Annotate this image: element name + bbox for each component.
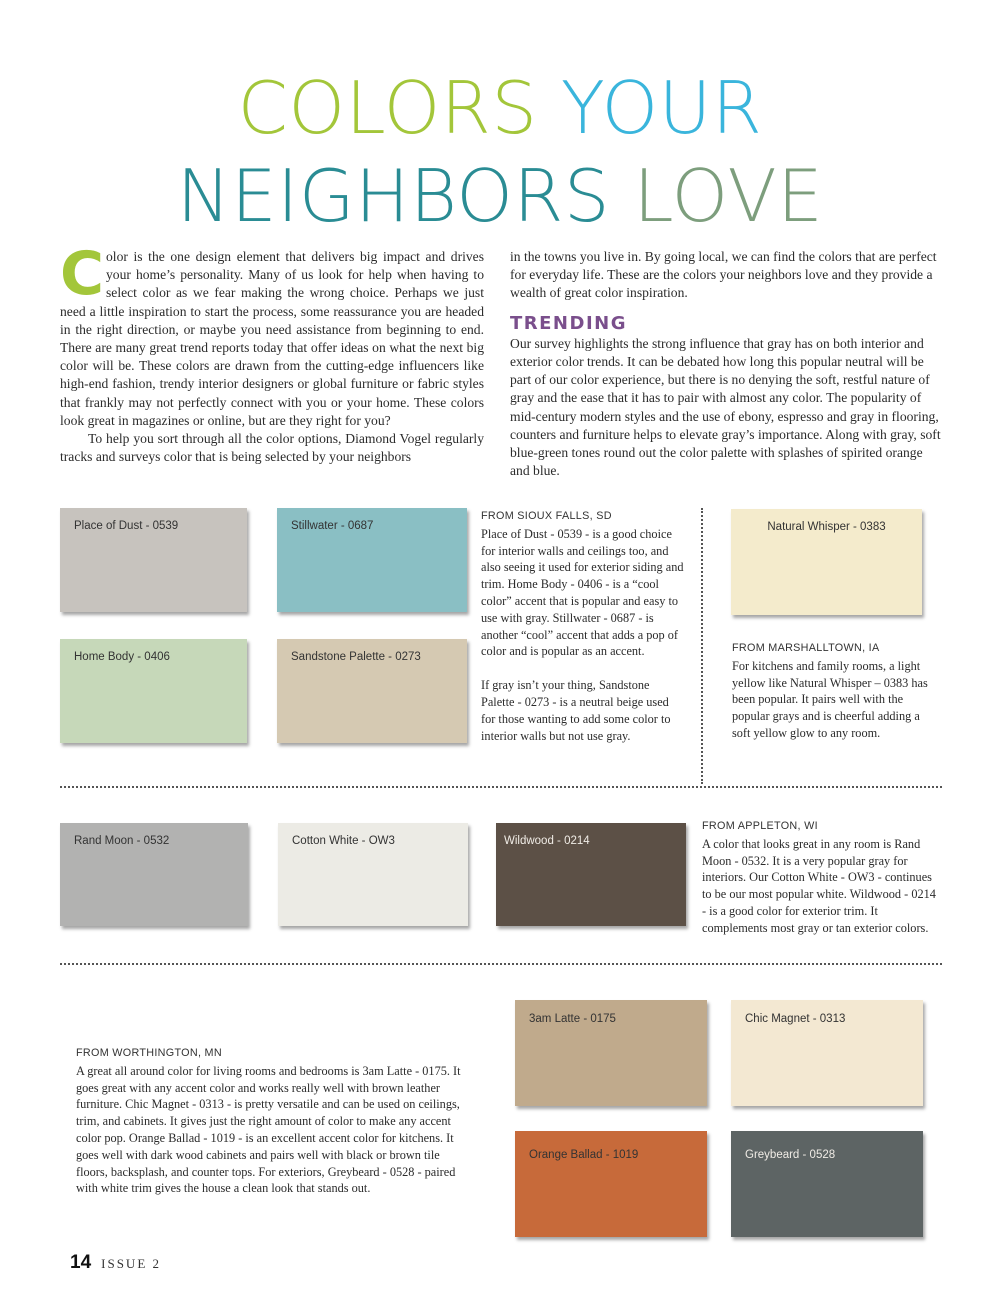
page-footer [70, 1252, 161, 1274]
note-heading: FROM SIOUX FALLS, SD [481, 510, 612, 522]
intro-column-right [510, 248, 942, 480]
headline-line-2 [0, 154, 1000, 238]
note-sioux-falls [481, 508, 686, 744]
note-heading: FROM MARSHALLTOWN, IA [732, 642, 880, 654]
swatch-chic-magnet: Chic Magnet - 0313 [731, 1000, 923, 1106]
intro-column-left [60, 239, 484, 466]
swatch-place-of-dust: Place of Dust - 0539 [60, 508, 247, 612]
page-number: 14 [70, 1252, 92, 1273]
swatch-home-body: Home Body - 0406 [60, 639, 247, 743]
note-appleton [702, 818, 938, 937]
intro-paragraph-1: Color is the one design element that delivers big impact and drives your home’s personality. Many of us look for help when having to select color as we fear making the wrong choice. Perhaps we just need a little inspiration to start the process, some reassurance you are headed in the right direction, or maybe you need assistance from beginning to end. There are many great trend reports today that offer ideas on what the next big color will be. These colors are drawn from the cutting-edge influencers like high-end fashion, trendy interior designers or global furniture or fabric styles that frankly may not perfectly connect with you or your home. These colors look great in magazines or online, but are they right for you? [60, 239, 484, 428]
headline-word-neighbors: NEIGHBORS [176, 154, 611, 238]
note-marshalltown [732, 640, 937, 742]
note-paragraph: For kitchens and family rooms, a light yellow like Natural Whisper – 0383 has been popular. It pairs well with the popular grays and is cheerful adding a soft yellow glow to any room. [732, 658, 928, 740]
horizontal-divider [60, 963, 942, 965]
swatch-natural-whisper: Natural Whisper - 0383 [731, 509, 922, 615]
headline-word-love: LOVE [633, 154, 824, 238]
horizontal-divider [60, 786, 942, 788]
note-paragraph: Place of Dust - 0539 - is a good choice for interior walls and ceilings too, and also seeing it used for exterior siding and trim. Home Body - 0406 - is a “cool color” accent that is popular and easy to use with gray. Stillwater - 0687 - is another “cool” accent that adds a pop of color and is popular as an accent. [481, 526, 684, 659]
note-worthington [76, 1045, 471, 1197]
swatch-orange-ballad: Orange Ballad - 1019 [515, 1131, 707, 1237]
headline-word-your: YOUR [560, 66, 763, 150]
vertical-divider [701, 508, 703, 784]
headline-line-1 [0, 66, 1000, 150]
headline-word-colors: COLORS [237, 66, 538, 150]
trending-heading: TRENDING [510, 312, 627, 334]
trending-paragraph: Our survey highlights the strong influence that gray has on both interior and exterior color trends. It can be debated how long this popular neutral will be part of our color experience, but there is no denying the soft, restful nature of gray and the ease that it has to pair with almost any color. The popularity of mid-century modern styles and the use of ebony, espresso and gray in flooring, counters and furniture helps to elevate gray’s importance. Along with gray, soft blue-green tones round out the color palette with splashes of spirited orange and blue. [510, 335, 941, 479]
swatch-stillwater: Stillwater - 0687 [277, 508, 467, 612]
swatch-greybeard: Greybeard - 0528 [731, 1131, 923, 1237]
drop-cap: C [60, 239, 105, 309]
swatch-wildwood: Wildwood - 0214 [496, 823, 686, 926]
intro-paragraph-2: To help you sort through all the color options, Diamond Vogel regularly tracks and surveys color that is being selected by your neighbors [60, 431, 484, 465]
note-paragraph: If gray isn’t your thing, Sandstone Palette - 0273 - is a neutral beige used for those wanting to add some color to interior walls but not use gray. [481, 678, 671, 743]
swatch-3am-latte: 3am Latte - 0175 [515, 1000, 707, 1106]
note-heading: FROM WORTHINGTON, MN [76, 1047, 222, 1059]
swatch-rand-moon: Rand Moon - 0532 [60, 823, 248, 926]
note-heading: FROM APPLETON, WI [702, 820, 818, 832]
swatch-cotton-white: Cotton White - OW3 [278, 823, 468, 926]
issue-label: ISSUE 2 [101, 1256, 162, 1271]
intro-paragraph-3: in the towns you live in. By going local, we can find the colors that are perfect for everyday life. These are the colors your neighbors love and they provide a wealth of great color inspiration. [510, 249, 937, 301]
note-paragraph: A color that looks great in any room is Rand Moon - 0532. It is a very popular gray for interiors. Our Cotton White - OW3 - continues to be our most popular white. Wildwood - 0214 - is a good color for exterior trim. It complements most gray or tan exterior colors. [702, 836, 936, 935]
note-paragraph: A great all around color for living rooms and bedrooms is 3am Latte - 0175. It goes great with any accent color and works really well with brown leather furniture. Chic Magnet - 0313 - is pretty versatile and can be used on ceilings, trim, and cabinets. It gives just the right amount of color to make any accent color pop. Orange Ballad - 1019 - is an excellent accent color for kitchens. It goes well with dark wood cabinets and pairs well with black or brown tile floors, backsplash, and counter tops. For exteriors, Greybeard - 0528 - paired with white trim gives the house a clean look that stands out. [76, 1063, 461, 1196]
swatch-sandstone-palette: Sandstone Palette - 0273 [277, 639, 467, 743]
